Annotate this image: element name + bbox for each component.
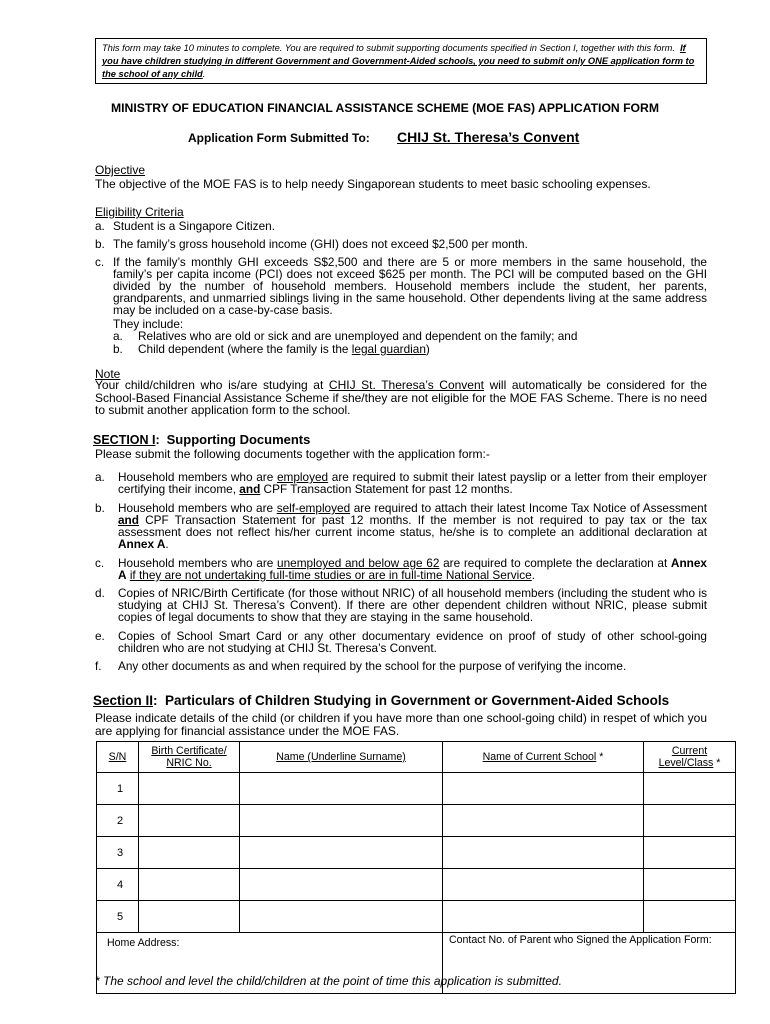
level-cell[interactable] xyxy=(644,869,736,901)
name-cell[interactable] xyxy=(240,869,443,901)
row-number: 4 xyxy=(97,869,139,901)
section-2-colon: : xyxy=(153,693,158,708)
doc-a-text: Household members who are employed are required to submit their latest payslip or a letter from their employer certifying their income, and CPF Transaction Statement for past 12 months. xyxy=(118,470,708,496)
row-number: 3 xyxy=(97,837,139,869)
list-marker: e. xyxy=(95,629,105,643)
section-2-intro: Please indicate details of the child (or children if you have more than one school-going child) in respet of which you are applying for financial assistance under the MOE FAS. xyxy=(95,711,707,738)
nric-cell[interactable] xyxy=(139,773,240,805)
school-cell[interactable] xyxy=(443,773,644,805)
eligibility-heading: Eligibility Criteria xyxy=(95,205,184,219)
nric-cell[interactable] xyxy=(139,805,240,837)
they-include: They include: xyxy=(113,317,184,331)
footnote: * The school and level the child/children at the point of time this application is submitted. xyxy=(95,974,562,988)
section-1-label: SECTION I xyxy=(93,433,156,447)
table-row xyxy=(97,773,736,805)
doc-item-d xyxy=(95,587,707,623)
level-cell[interactable] xyxy=(644,901,736,933)
school-cell[interactable] xyxy=(443,805,644,837)
objective-heading: Objective xyxy=(95,163,146,177)
table-row xyxy=(97,805,736,837)
eligibility-c-text: If the family’s monthly GHI exceeds S$2,500 and there are 5 or more members in the same household, the family’s per capita income (PCI) does not exceed $625 per month. The PCI will be computed based on the GHI divided by the number of household members. Household members include the student, her parents, grandparents, and unmarried siblings living in the same household. Other dependents living at the same address may be included on a case-by-case basis. xyxy=(113,255,707,317)
doc-item-f xyxy=(95,660,707,672)
eligibility-a-text: Student is a Singapore Citizen. xyxy=(113,219,275,233)
dependent-a: a. Relatives who are old or sick and are unemployed and dependent on the family; and xyxy=(113,329,578,343)
notice-end: . xyxy=(202,69,206,79)
submitted-to-label: Application Form Submitted To: xyxy=(188,131,370,145)
notice-emphasis: If you have children studying in different Government and Government-Aided schools, you need to submit only ONE application form to the school of any child xyxy=(102,43,695,79)
name-cell[interactable] xyxy=(240,901,443,933)
level-cell[interactable] xyxy=(644,773,736,805)
school-cell[interactable] xyxy=(443,869,644,901)
row-number: 5 xyxy=(97,901,139,933)
list-marker: b. xyxy=(95,237,105,251)
name-cell[interactable] xyxy=(240,837,443,869)
row-number: 2 xyxy=(97,805,139,837)
legal-guardian: legal guardian xyxy=(351,342,426,356)
section-2-title: Particulars of Children Studying in Government or Government-Aided Schools xyxy=(165,693,670,708)
contact-number-label: Contact No. of Parent who Signed the Application Form: xyxy=(449,934,712,946)
list-marker: a. xyxy=(95,470,105,484)
table-row xyxy=(97,837,736,869)
table-row xyxy=(97,869,736,901)
dependent-b-end: ) xyxy=(425,342,430,356)
note-post: will automatically be considered for the School-Based Financial Assistance Scheme if she/they are not eligible for the MOE FAS Scheme. There is no need to submit another application form to the school. xyxy=(95,378,708,417)
section-1-intro: Please submit the following documents together with the application form:- xyxy=(95,447,490,461)
form-title: MINISTRY OF EDUCATION FINANCIAL ASSISTANCE SCHEME (MOE FAS) APPLICATION FORM xyxy=(111,101,659,115)
section-1-colon: : xyxy=(155,433,160,447)
list-marker: a. xyxy=(95,219,105,233)
school-name: CHIJ St. Theresa’s Convent xyxy=(397,129,580,145)
doc-e-text: Copies of School Smart Card or any other documentary evidence on proof of study of other school-going children who are not studying at CHIJ St. Theresa’s Convent. xyxy=(118,629,707,655)
section-2-label: Section II xyxy=(93,693,154,708)
name-cell[interactable] xyxy=(240,805,443,837)
col-header-sn: S/N xyxy=(97,742,139,773)
list-marker: c. xyxy=(95,556,105,570)
section-1-heading xyxy=(93,432,310,447)
eligibility-item-b xyxy=(95,238,707,250)
doc-item-e xyxy=(95,630,707,654)
doc-item-b xyxy=(95,502,707,550)
list-marker: f. xyxy=(95,659,102,673)
dependent-b: b. Child dependent (where the family is the legal guardian) xyxy=(113,342,430,356)
note-school: CHIJ St. Theresa’s Convent xyxy=(328,378,484,392)
doc-c-text: Household members who are unemployed and below age 62 are required to complete the declaration at Annex A if they are not undertaking full-time studies or are in full-time National Service. xyxy=(118,556,707,582)
col-header-level: Current Level/Class * xyxy=(644,742,736,773)
level-cell[interactable] xyxy=(644,805,736,837)
dependent-a-text: Relatives who are old or sick and are unemployed and dependent on the family; and xyxy=(138,329,578,343)
notice-text: This form may take 10 minutes to complete. You are required to submit supporting documents specified in Section I, together with this form. xyxy=(102,43,675,53)
eligibility-item-c xyxy=(95,256,707,316)
note-pre: Your child/children who is/are studying at xyxy=(95,378,329,392)
dependent-b-text: Child dependent (where the family is the xyxy=(138,342,352,356)
col-header-name: Name (Underline Surname) xyxy=(240,742,443,773)
list-marker: b. xyxy=(95,501,105,515)
school-cell[interactable] xyxy=(443,837,644,869)
doc-item-a xyxy=(95,471,707,495)
note-text xyxy=(95,379,707,417)
row-number: 1 xyxy=(97,773,139,805)
section-2-heading xyxy=(93,693,669,708)
objective-text: The objective of the MOE FAS is to help needy Singaporean students to meet basic schooling expenses. xyxy=(95,177,651,191)
children-particulars-table xyxy=(96,741,736,994)
list-marker: c. xyxy=(95,255,105,269)
doc-d-text: Copies of NRIC/Birth Certificate (for those without NRIC) of all household members (including the student who is studying at CHIJ St. Theresa’s Convent). If there are other dependent children without NRIC, please submit copies of legal documents to show that they are staying in the same household. xyxy=(118,586,707,624)
doc-f-text: Any other documents as and when required by the school for the purpose of verifying the income. xyxy=(118,659,627,673)
eligibility-b-text: The family’s gross household income (GHI) does not exceed $2,500 per month. xyxy=(113,237,528,251)
eligibility-item-a xyxy=(95,220,707,232)
school-cell[interactable] xyxy=(443,901,644,933)
nric-cell[interactable] xyxy=(139,869,240,901)
list-marker: d. xyxy=(95,586,105,600)
section-1-title: Supporting Documents xyxy=(166,432,311,447)
doc-item-c xyxy=(95,557,707,581)
doc-b-text: Household members who are self-employed are required to attach their latest Income Tax Notice of Assessment and CPF Transaction Statement for past 12 months. If the member is not required to pay tax or the tax assessment does not reflect his/her current income status, he/she is to complete an additional declaration at Annex A. xyxy=(118,501,707,551)
level-cell[interactable] xyxy=(644,837,736,869)
home-address-label: Home Address: xyxy=(107,937,180,949)
notice-box xyxy=(95,38,707,84)
col-header-nric: Birth Certificate/ NRIC No. xyxy=(139,742,240,773)
nric-cell[interactable] xyxy=(139,901,240,933)
table-row xyxy=(97,901,736,933)
note-heading: Note xyxy=(95,367,121,381)
name-cell[interactable] xyxy=(240,773,443,805)
col-header-school: Name of Current School * xyxy=(443,742,644,773)
nric-cell[interactable] xyxy=(139,837,240,869)
